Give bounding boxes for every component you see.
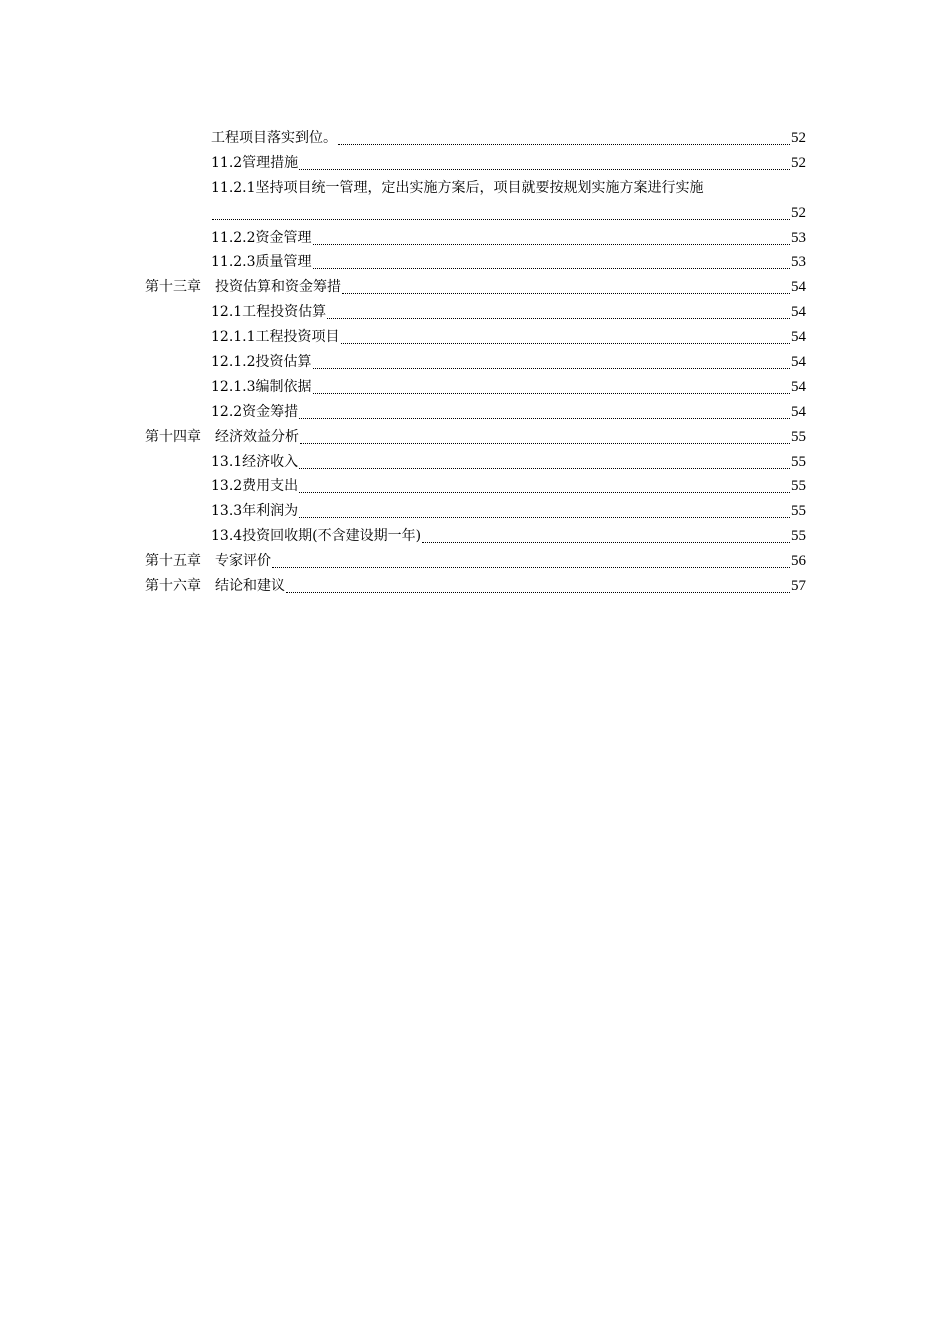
toc-dot-leader xyxy=(338,130,790,145)
toc-chapter-entry[interactable] xyxy=(145,275,806,300)
toc-dot-leader xyxy=(313,379,790,394)
toc-entry-page: 54 xyxy=(791,304,806,321)
toc-entry[interactable] xyxy=(145,325,806,350)
table-of-contents xyxy=(145,126,806,599)
toc-entry-title: 12.1.1工程投资项目 xyxy=(211,329,340,346)
toc-dot-leader xyxy=(313,354,790,369)
toc-dot-leader xyxy=(299,478,790,493)
toc-dot-leader xyxy=(422,528,790,543)
toc-entry-title: 13.2费用支出 xyxy=(211,478,299,495)
toc-dot-leader xyxy=(341,329,790,344)
toc-entry[interactable] xyxy=(145,176,806,201)
toc-entry-title: 工程项目落实到位。 xyxy=(211,130,337,146)
toc-entry[interactable] xyxy=(145,350,806,375)
toc-dot-leader xyxy=(299,503,790,518)
toc-entry-page: 54 xyxy=(791,378,806,395)
toc-dot-leader xyxy=(299,155,790,170)
toc-chapter-entry[interactable] xyxy=(145,425,806,450)
toc-dot-leader xyxy=(327,304,790,319)
toc-chapter-entry[interactable] xyxy=(145,549,806,574)
toc-entry[interactable] xyxy=(145,450,806,475)
toc-entry-title: 13.4投资回收期(不含建设期一年) xyxy=(211,528,422,545)
toc-entry[interactable] xyxy=(145,499,806,524)
toc-dot-leader xyxy=(286,578,790,593)
toc-entry[interactable] xyxy=(145,151,806,176)
toc-entry-title: 12.1工程投资估算 xyxy=(211,304,327,321)
toc-entry-page: 55 xyxy=(791,528,806,545)
toc-entry-page: 55 xyxy=(791,478,806,495)
toc-entry-page: 55 xyxy=(791,428,806,445)
toc-entry-title: 第十四章 经济效益分析 xyxy=(145,428,299,445)
toc-entry-continuation[interactable] xyxy=(145,201,806,226)
toc-entry-page: 53 xyxy=(791,254,806,271)
toc-dot-leader xyxy=(313,230,790,245)
toc-entry-page: 56 xyxy=(791,553,806,570)
toc-entry-title: 11.2.1坚持项目统一管理，定出实施方案后，项目就要按规划实施方案进行实施 xyxy=(211,179,704,196)
toc-entry-title: 第十三章 投资估算和资金筹措 xyxy=(145,279,341,296)
toc-entry[interactable] xyxy=(145,375,806,400)
toc-entry-page: 54 xyxy=(791,354,806,371)
toc-entry-title: 第十六章 结论和建议 xyxy=(145,578,285,595)
toc-entry-title: 12.1.2投资估算 xyxy=(211,354,312,371)
toc-entry-title: 12.1.3编制依据 xyxy=(211,378,312,395)
toc-entry[interactable] xyxy=(145,226,806,251)
toc-dot-leader xyxy=(342,279,790,294)
toc-entry-page: 52 xyxy=(791,204,806,221)
toc-entry[interactable] xyxy=(145,126,806,151)
toc-entry[interactable] xyxy=(145,400,806,425)
toc-entry-title: 11.2.2资金管理 xyxy=(211,229,312,246)
toc-dot-leader xyxy=(313,254,790,269)
toc-dot-leader xyxy=(212,205,790,220)
toc-entry-page: 54 xyxy=(791,403,806,420)
toc-entry[interactable] xyxy=(145,300,806,325)
toc-entry-title: 11.2.3质量管理 xyxy=(211,254,312,271)
toc-dot-leader xyxy=(300,429,790,444)
toc-entry[interactable] xyxy=(145,250,806,275)
toc-entry-page: 55 xyxy=(791,503,806,520)
toc-entry-page: 54 xyxy=(791,329,806,346)
toc-entry-title: 12.2资金筹措 xyxy=(211,403,299,420)
toc-entry-page: 54 xyxy=(791,279,806,296)
toc-chapter-entry[interactable] xyxy=(145,574,806,599)
toc-entry-page: 57 xyxy=(791,578,806,595)
toc-entry-page: 52 xyxy=(791,130,806,146)
toc-entry-title: 第十五章 专家评价 xyxy=(145,553,271,570)
toc-entry-title: 13.1经济收入 xyxy=(211,453,299,470)
toc-dot-leader xyxy=(272,553,790,568)
toc-dot-leader xyxy=(299,404,790,419)
toc-entry-title: 13.3年利润为 xyxy=(211,503,299,520)
toc-entry-page: 52 xyxy=(791,154,806,171)
toc-entry[interactable] xyxy=(145,474,806,499)
toc-entry-page: 55 xyxy=(791,453,806,470)
toc-dot-leader xyxy=(299,454,790,469)
toc-entry-page: 53 xyxy=(791,229,806,246)
toc-entry-title: 11.2管理措施 xyxy=(211,154,299,171)
toc-entry[interactable] xyxy=(145,524,806,549)
